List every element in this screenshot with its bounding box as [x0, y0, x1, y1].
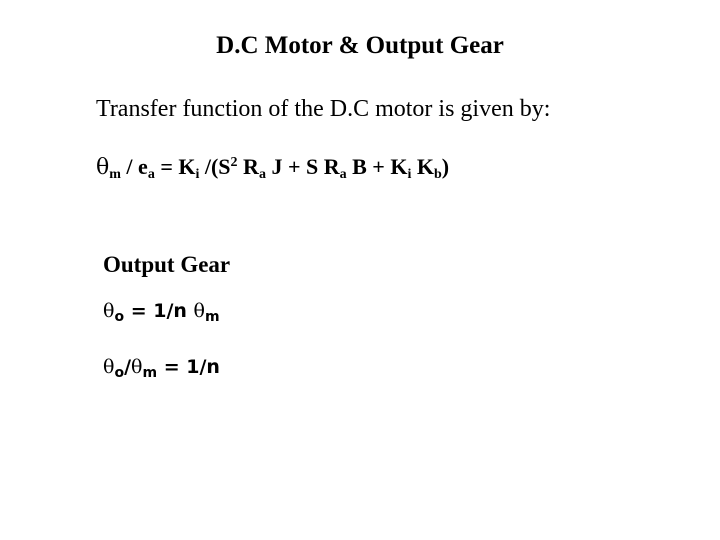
intro-text: Transfer function of the D.C motor is given by:	[96, 96, 551, 122]
gear-ratio-equation	[103, 356, 220, 381]
output-gear-equation	[103, 300, 220, 325]
theta-symbol: θ	[193, 300, 205, 322]
eq1-sub: i	[407, 167, 412, 182]
eq1-sub: i	[195, 167, 200, 182]
eq1-part: /(S	[199, 154, 231, 179]
eq1-part: J + S R	[265, 154, 340, 179]
eq1-part: K	[411, 154, 434, 179]
theta-subscript: m	[109, 167, 121, 182]
eq1-sub: a	[147, 167, 155, 182]
eq1-part: / e	[120, 154, 148, 179]
eq2-part: = 1/n	[124, 300, 194, 322]
theta-symbol: θ	[103, 356, 115, 378]
theta-symbol: θ	[96, 155, 110, 180]
eq1-sup: 2	[230, 155, 238, 170]
theta-subscript: o	[114, 365, 125, 381]
eq1-sub: a	[339, 167, 347, 182]
output-gear-heading: Output Gear	[103, 252, 231, 277]
theta-subscript: o	[114, 309, 125, 325]
eq1-sub: b	[433, 167, 442, 182]
eq1-part: B + K	[346, 154, 408, 179]
motor-transfer-function	[96, 154, 449, 180]
theta-symbol: θ	[131, 356, 143, 378]
eq3-part: /	[124, 356, 132, 378]
slide-title: D.C Motor & Output Gear	[216, 32, 504, 59]
eq1-part: R	[237, 154, 259, 179]
eq3-part: = 1/n	[157, 356, 220, 378]
theta-subscript: m	[204, 309, 220, 325]
eq1-sub: a	[258, 167, 266, 182]
eq1-part: )	[441, 154, 450, 179]
theta-symbol: θ	[103, 300, 115, 322]
theta-subscript: m	[142, 365, 158, 381]
eq1-part: = K	[154, 154, 196, 179]
